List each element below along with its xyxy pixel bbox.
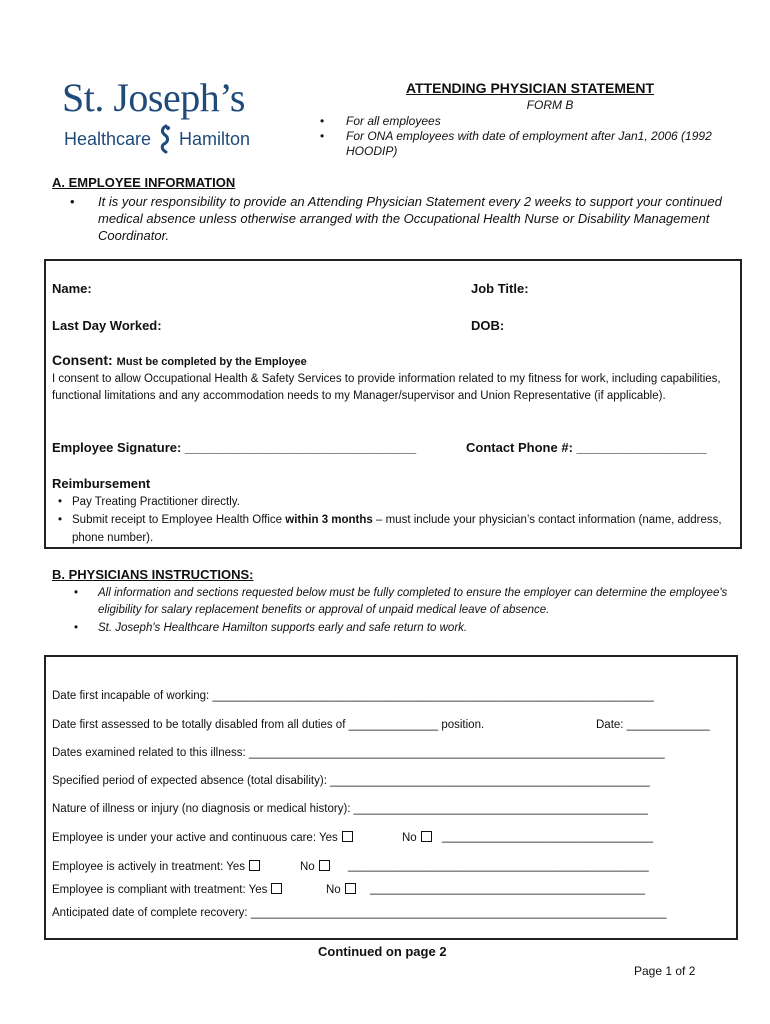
logo-subtitle	[64, 124, 250, 154]
last-day-worked-field[interactable]: Last Day Worked:	[52, 318, 162, 333]
in-treatment-yes-checkbox[interactable]	[249, 860, 260, 871]
nature-of-illness-field[interactable]: Nature of illness or injury (no diagnosis or medical history): ______________________________________________	[52, 803, 648, 815]
consent-heading	[52, 352, 307, 368]
continued-note: Continued on page 2	[318, 944, 447, 959]
in-treatment-notes-field[interactable]: _______________________________________________	[348, 860, 649, 872]
reimbursement-title: Reimbursement	[52, 476, 151, 491]
page-number: Page 1 of 2	[634, 964, 696, 978]
consent-label: Consent:	[52, 352, 113, 368]
logo-wordmark: St. Joseph’s	[62, 75, 245, 120]
consent-note: Must be completed by the Employee	[116, 356, 307, 368]
logo-figure-icon	[155, 124, 175, 154]
active-care-no-label: No	[402, 832, 417, 844]
consent-text: I consent to allow Occupational Health & Safety Services to provide information related to my fitness for work, including capabilities, functional limitations and any accommodation needs to my Manager/supervisor and Union Representative (if applicable).	[52, 373, 721, 402]
date-first-assessed-field[interactable]: Date first assessed to be totally disabled from all duties of ______________ position.	[52, 719, 485, 731]
assessed-date-field[interactable]: Date: _____________	[596, 719, 710, 731]
dob-field[interactable]: DOB:	[471, 318, 505, 333]
contact-phone-field[interactable]: Contact Phone #: __________________	[466, 440, 707, 455]
in-treatment-label: Employee is actively in treatment: Yes	[52, 861, 246, 873]
compliant-no-label: No	[326, 884, 341, 896]
in-treatment-no	[300, 860, 330, 873]
reimbursement-item: • Pay Treating Practitioner directly.	[56, 493, 736, 511]
in-treatment-no-label: No	[300, 861, 315, 873]
reimbursement-list	[56, 493, 736, 547]
section-b-title: B. PHYSICIANS INSTRUCTIONS:	[52, 567, 254, 582]
in-treatment-no-checkbox[interactable]	[319, 860, 330, 871]
employee-signature-field[interactable]: Employee Signature: ________________________________	[52, 440, 417, 455]
logo-right-text: Hamilton	[179, 128, 251, 149]
reimbursement-text: – must include your physician’s contact information (name, address, phone number).	[72, 514, 722, 544]
expected-absence-field[interactable]: Specified period of expected absence (total disability): __________________________________________________	[52, 775, 650, 787]
compliant-no-checkbox[interactable]	[345, 883, 356, 894]
recovery-date-field[interactable]: Anticipated date of complete recovery: _________________________________________________________________	[52, 907, 667, 919]
compliant-yes-checkbox[interactable]	[271, 883, 282, 894]
reimbursement-item	[56, 511, 736, 547]
date-first-incapable-field[interactable]: Date first incapable of working: _____________________________________________________________________	[52, 690, 654, 702]
compliant-notes-field[interactable]: ___________________________________________	[370, 883, 646, 895]
section-b-bullet: • All information and sections requested below must be fully completed to ensure the employer can determine the employee's eligibility for salary replacement benefits or approval of unpaid medical leave of absence.	[66, 585, 736, 619]
logo-left-text: Healthcare	[64, 128, 152, 149]
active-care-no-checkbox[interactable]	[421, 831, 432, 842]
dates-examined-field[interactable]: Dates examined related to this illness: _________________________________________________________________	[52, 747, 665, 759]
job-title-field[interactable]: Job Title:	[471, 281, 529, 296]
compliant-no	[326, 883, 356, 896]
compliant-label: Employee is compliant with treatment: Yes	[52, 884, 268, 896]
active-care-notes-field[interactable]: _________________________________	[442, 831, 654, 843]
form-header	[300, 80, 760, 159]
name-field[interactable]: Name:	[52, 281, 92, 296]
active-care-yes-checkbox[interactable]	[342, 831, 353, 842]
active-care-no	[402, 831, 432, 844]
reimbursement-deadline: within 3 months	[285, 514, 373, 526]
header-bullet: • For ONA employees with date of employment after Jan1, 2006 (1992 HOODIP)	[300, 129, 760, 159]
active-care-row	[52, 831, 353, 844]
active-care-label: Employee is under your active and continuous care: Yes	[52, 832, 338, 844]
header-bullets	[300, 114, 760, 159]
hospital-logo	[62, 76, 262, 166]
section-a-instruction: • It is your responsibility to provide an Attending Physician Statement every 2 weeks to support your continued medical absence unless otherwise arranged with the Occupational Health Nurse or Disability Management Coordinator.	[66, 193, 746, 244]
header-bullet: • For all employees	[300, 114, 760, 129]
form-title: ATTENDING PHYSICIAN STATEMENT	[405, 80, 655, 96]
section-b-bullet: • St. Joseph's Healthcare Hamilton supports early and safe return to work.	[66, 620, 736, 637]
form-subtitle: FORM B	[526, 98, 574, 112]
in-treatment-row	[52, 860, 260, 873]
section-a-title: A. EMPLOYEE INFORMATION	[52, 175, 236, 190]
reimbursement-text: Submit receipt to Employee Health Office	[72, 514, 286, 526]
compliant-row	[52, 883, 282, 896]
section-b-instructions	[66, 585, 736, 638]
